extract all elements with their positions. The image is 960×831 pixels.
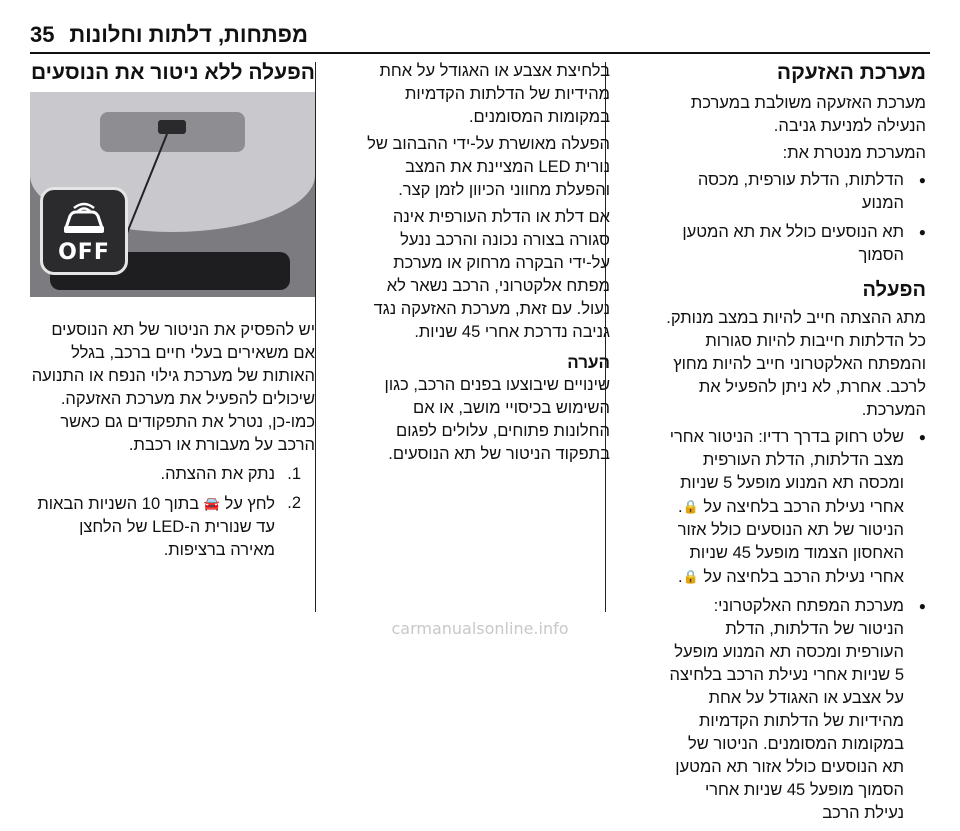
page-header <box>0 0 960 52</box>
monitors-label: המערכת מנטרת את: <box>782 144 926 162</box>
paragraph: יש להפסיק את הניטור של תא הנוסעים אם משאירים בעלי חיים ברכב, בגלל האותות של מערכת גילוי הנפח או התנועה שיכולים להפעיל את מערכת האזעקה. כמו-כן, נטרל את התפקודים גם כאשר הרכב על מעבורת או רכבת. <box>31 321 315 454</box>
header-divider <box>30 52 930 54</box>
step-text-post: בתוך 10 השניות הבאות עד שנורית ה-LED של הלחצן מאירה ברציפות. <box>37 495 275 559</box>
paragraph: הפעלה מאושרת על-ידי ההבהוב של נורית LED המציינת את המצב והפעלת מחווני הכיוון לזמן קצר. <box>367 135 610 199</box>
bullet-text: שלט רחוק בדרך רדיו: הניטור אחרי מצב הדלתות, הדלת העורפית ומכסה תא המנוע מופעל 5 שניות אחרי נעילת הרכב בלחיצה על <box>669 428 904 516</box>
page-number: 35 <box>30 22 55 47</box>
activation-text: מתג ההצתה חייב להיות במצב מנותק. כל הדלתות חייבות להיות סגורות והמפתח האלקטרוני חייב להיות מחוץ לרכב. אחרת, לא ניתן להפעיל את המערכת. <box>666 309 926 419</box>
steps-list <box>30 463 315 562</box>
list-item: ● הדלתות, הדלת עורפית, מכסה המנוע <box>664 169 926 215</box>
note-heading: הערה <box>567 353 610 372</box>
lock-icon: 🔒 <box>682 499 699 514</box>
interior-sensor-icon <box>56 200 112 238</box>
page-title: מפתחות, דלתות וחלונות <box>69 22 308 47</box>
alarm-intro: מערכת האזעקה משולבת במערכת הנעילה למניעת גניבה. <box>690 94 926 135</box>
list-item <box>30 492 315 562</box>
section-heading-alarm: מערכת האזעקה <box>776 61 926 84</box>
list-item: ● מערכת המפתח האלקטרוני: הניטור של הדלתות, הדלת העורפית ומכסה תא המנוע מופעל 5 שניות אחרי נעילת הרכב בלחיצה על אצבע או האגודל על אחת מהידיות של הדלתות הקדמיות במקומות המסומנים. הניטור של תא הנוסעים כולל אזור תא המטען הסמוך מופעל 45 שניות אחרי נעילת הרכב <box>664 595 926 825</box>
list-item <box>664 426 926 589</box>
bullet-text-end: . <box>677 568 683 586</box>
step-text-pre: לחץ על <box>219 495 275 513</box>
left-column <box>30 60 315 568</box>
middle-column <box>358 60 610 470</box>
sensor-button <box>158 120 186 134</box>
right-column <box>664 60 926 831</box>
bullet-text-mid: . הניטור של תא הנוסעים כולל אזור האחסון הצמוד מופעל 45 שניות אחרי נעילת הרכב בלחיצה על <box>677 498 904 586</box>
interior-sensor-off-callout <box>40 187 128 275</box>
list-item <box>30 463 315 486</box>
section-heading-activation: הפעלה <box>862 279 926 301</box>
paragraph: אם דלת או הדלת העורפית אינה סגורה בצורה נכונה והרכב ננעל על-ידי הבקרה מרחוק או מערכת מפתח אלקטרוני, הרכב נשאר לא נעול. עם זאת, מערכת האזעקה נגד גניבה נדרכת אחרי 45 שניות. <box>373 208 610 341</box>
step-text: נתק את ההצתה. <box>160 465 275 483</box>
off-label: OFF <box>58 240 110 265</box>
interior-sensor-icon: 🚘 <box>203 496 220 511</box>
lock-icon: 🔒 <box>682 569 699 584</box>
interior-sensor-photo <box>30 92 315 297</box>
monitored-list <box>664 169 926 267</box>
list-item: ● תא הנוסעים כולל את תא המטען הסמוך <box>664 221 926 267</box>
watermark: carmanualsonline.info <box>391 619 569 638</box>
step-number: 1. <box>287 465 301 483</box>
section-heading-no-monitoring: הפעלה ללא ניטור את הנוסעים <box>30 61 315 84</box>
paragraph: בלחיצת אצבע או האגודל על אחת מהידיות של הדלתות הקדמיות במקומות המסומנים. <box>379 62 610 126</box>
step-number: 2. <box>287 494 301 512</box>
note-text: שינויים שיבוצעו בפנים הרכב, כגון השימוש בכיסויי מושב, או אם החלונות פתוחים, עלולים לפגום בתפקוד הניטור של תא הנוסעים. <box>384 376 610 463</box>
column-divider-left <box>315 62 316 612</box>
